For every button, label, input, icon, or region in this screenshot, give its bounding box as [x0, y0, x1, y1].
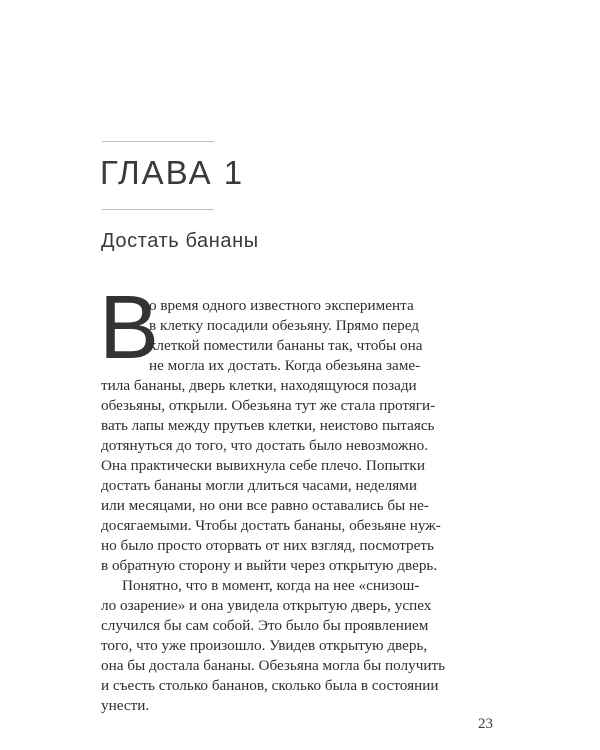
- text-line: досягаемыми. Чтобы достать бананы, обезьяне нуж-: [101, 517, 441, 534]
- text-line: не могла их достать. Когда обезьяна заме-: [149, 357, 421, 374]
- text-line: или месяцами, но они все равно оставались бы не-: [101, 497, 429, 514]
- text-line: тила бананы, дверь клетки, находящуюся позади: [101, 377, 417, 394]
- page-number: 23: [478, 716, 493, 732]
- chapter-label: ГЛАВА 1: [100, 154, 245, 191]
- text-line: дотянуться до того, что достать было невозможно.: [101, 437, 429, 454]
- chapter-bottom-rule: [102, 209, 214, 210]
- text-line: и съесть столько бананов, сколько была в состоянии: [101, 677, 439, 694]
- text-line: но было просто оторвать от них взгляд, посмотреть: [101, 537, 434, 554]
- text-line: в обратную сторону и выйти через открытую дверь.: [101, 557, 438, 574]
- text-line: случился бы сам собой. Это было бы проявлением: [101, 617, 429, 634]
- chapter-title: Достать бананы: [101, 230, 259, 252]
- text-line: в клетку посадили обезьяну. Прямо перед: [149, 317, 420, 334]
- text-line: обезьяны, открыли. Обезьяна тут же стала протяги-: [101, 397, 436, 414]
- text-line: Понятно, что в момент, когда на нее «снизош-: [122, 577, 420, 594]
- text-line: она бы достала бананы. Обезьяна могла бы получить: [101, 657, 446, 674]
- text-line: ло озарение» и она увидела открытую дверь, успех: [101, 597, 432, 614]
- chapter-top-rule: [102, 141, 214, 142]
- text-line: клеткой поместили бананы так, чтобы она: [149, 337, 423, 354]
- text-line: Она практически вывихнула себе плечо. Попытки: [101, 457, 425, 474]
- text-line: о время одного известного эксперимента: [149, 297, 414, 314]
- text-line: унести.: [101, 697, 150, 714]
- text-line: достать бананы могли длиться часами, неделями: [101, 477, 417, 494]
- text-line: того, что уже произошло. Увидев открытую дверь,: [101, 637, 428, 654]
- text-line: вать лапы между прутьев клетки, неистово пытаясь: [101, 417, 435, 434]
- drop-cap: В: [99, 278, 160, 378]
